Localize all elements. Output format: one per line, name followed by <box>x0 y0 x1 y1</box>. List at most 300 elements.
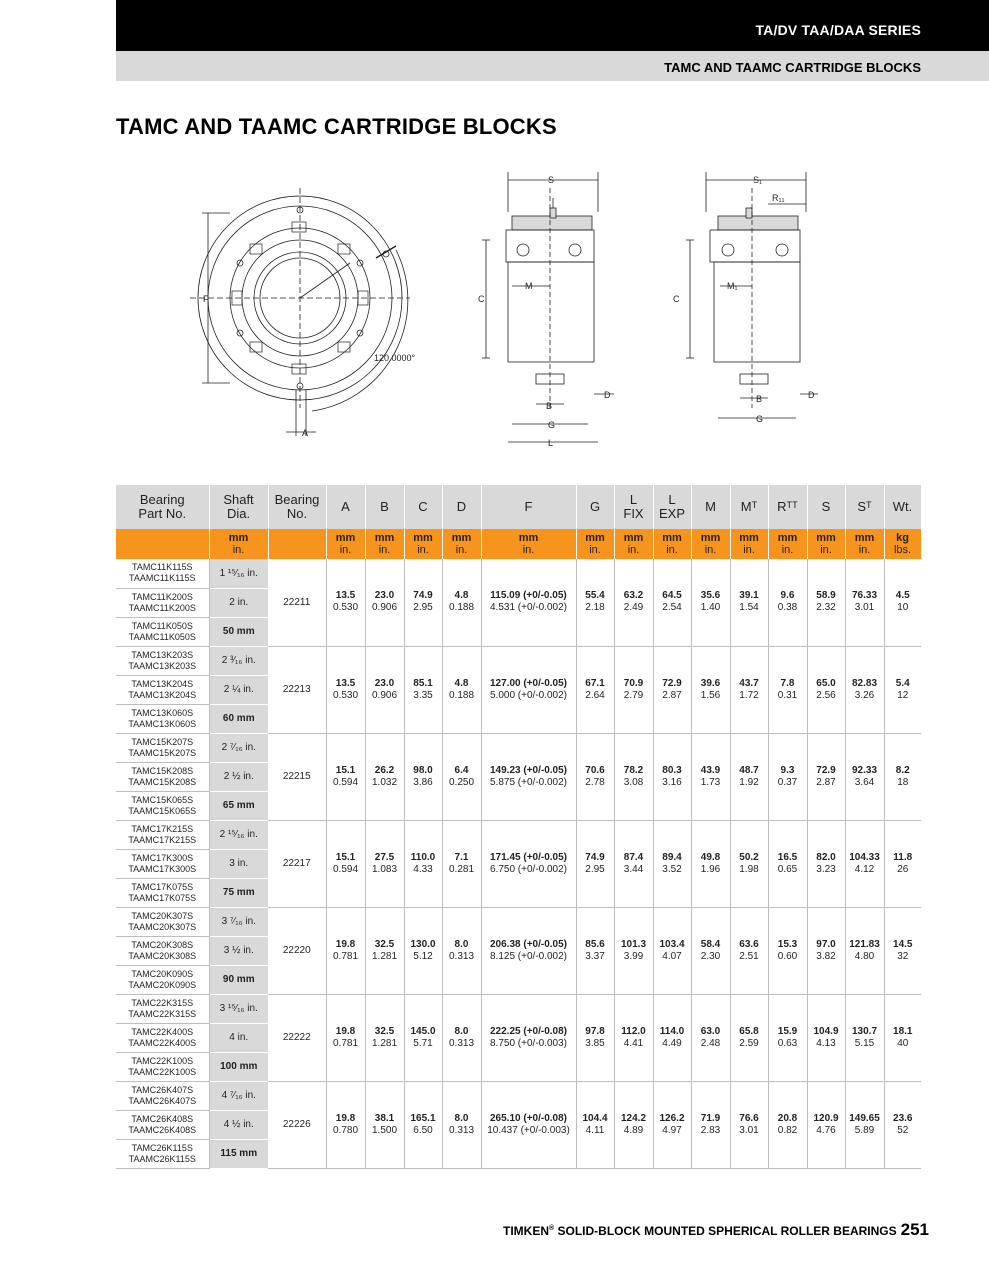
value-mm: 65.8 <box>739 1025 759 1037</box>
part-number-tamc: TAMC17K075S <box>131 881 194 892</box>
value-in: 6.750 (+0/-0.002) <box>490 863 567 875</box>
value-in: 3.86 <box>413 776 433 788</box>
dim-cell-l-fix <box>614 994 653 1081</box>
value-mm: 74.9 <box>585 851 605 863</box>
value-in: 3.52 <box>662 863 682 875</box>
part-number-taamc: TAAMC20K307S <box>128 921 197 932</box>
value-in: 4.33 <box>413 863 433 875</box>
unit-cell-wt: kg lbs. <box>884 529 921 559</box>
unit-cell: mm in. <box>326 529 365 559</box>
value-in: 8.750 (+0/-0.003) <box>490 1037 567 1049</box>
value-mm: 65.0 <box>816 677 836 689</box>
value-in: 0.313 <box>448 1037 475 1049</box>
dim-cell-c <box>404 1081 442 1168</box>
value-in: 2.78 <box>585 776 605 788</box>
value-in: 3.01 <box>739 1124 759 1136</box>
value-in: 0.906 <box>371 602 398 614</box>
dim-cell-g <box>576 559 614 646</box>
part-number-taamc: TAAMC20K090S <box>128 979 197 990</box>
value-in: 3.35 <box>413 689 433 701</box>
value-in: 4.76 <box>816 1124 836 1136</box>
value-mm: 120.9 <box>813 1112 839 1124</box>
value-mm: 121.83 <box>849 938 880 950</box>
value-in: 4.97 <box>662 1124 682 1136</box>
value-in: 0.188 <box>448 602 475 614</box>
value-in: 3.01 <box>854 602 875 614</box>
value-in: 5.71 <box>413 1037 433 1049</box>
col-header-C: C <box>404 485 442 529</box>
value-mm: 20.8 <box>777 1112 798 1124</box>
value-mm: 19.8 <box>335 1112 356 1124</box>
value-mm: 15.1 <box>335 764 356 776</box>
value-mm: 127.00 (+0/-0.05) <box>490 677 567 689</box>
part-number-taamc: TAAMC11K115S <box>128 573 196 584</box>
col-header-D: D <box>442 485 481 529</box>
dim-cell-c <box>404 733 442 820</box>
value-mm: 19.8 <box>335 938 356 950</box>
part-number-taamc: TAAMC15K208S <box>128 776 197 787</box>
dim-cell-g <box>576 1081 614 1168</box>
dim-cell-st <box>845 559 884 646</box>
value-mm: 8.2 <box>895 764 910 776</box>
value-in: 2.30 <box>700 950 721 962</box>
value-mm: 14.5 <box>893 938 913 950</box>
dim-cell-l-fix <box>614 820 653 907</box>
value-mm: 76.6 <box>739 1112 759 1124</box>
section-header-bar <box>116 51 989 81</box>
value-mm: 23.0 <box>374 590 395 602</box>
value-mm: 98.0 <box>413 764 433 776</box>
value-in: 0.38 <box>777 602 798 614</box>
value-mm: 115.09 (+0/-0.05) <box>490 590 567 602</box>
dim-cell-st <box>845 994 884 1081</box>
value-mm: 18.1 <box>893 1025 913 1037</box>
value-mm: 5.4 <box>895 677 910 689</box>
value-in: 1.73 <box>700 776 721 788</box>
value-in: 0.281 <box>448 863 475 875</box>
value-in: 1.92 <box>739 776 759 788</box>
shaft-dia-cell: 115 mm <box>209 1139 268 1168</box>
bearing-number-cell: 22220 <box>268 907 326 994</box>
dim-cell-s <box>807 907 845 994</box>
part-number-tamc: TAMC26K408S <box>131 1113 194 1124</box>
value-in: 1.40 <box>700 602 721 614</box>
value-in: 0.530 <box>332 602 359 614</box>
bearing-number-cell: 22211 <box>268 559 326 646</box>
dim-cell-wt <box>884 820 921 907</box>
value-in: 4.89 <box>623 1124 644 1136</box>
footer-text: SOLID-BLOCK MOUNTED SPHERICAL ROLLER BEARINGS <box>554 1224 897 1238</box>
page-footer <box>503 1220 929 1240</box>
value-mm: 165.1 <box>410 1112 436 1124</box>
dim-cell-s <box>807 646 845 733</box>
value-mm: 130.0 <box>410 938 436 950</box>
value-mm: 222.25 (+0/-0.08) <box>490 1025 567 1037</box>
part-number-cell <box>116 1110 209 1139</box>
unit-cell-blank <box>116 529 209 559</box>
part-number-tamc: TAMC11K115S <box>131 562 193 573</box>
value-in: 3.23 <box>816 863 836 875</box>
value-mm: 15.9 <box>777 1025 798 1037</box>
dim-cell-d <box>442 646 481 733</box>
shaft-dia-cell: 60 mm <box>209 704 268 733</box>
value-mm: 16.5 <box>777 851 798 863</box>
dim-cell-m <box>691 994 730 1081</box>
unit-cell: mm in. <box>442 529 481 559</box>
value-in: 3.37 <box>585 950 605 962</box>
unit-cell: mm in. <box>730 529 768 559</box>
value-in: 1.032 <box>371 776 398 788</box>
value-mm: 103.4 <box>659 938 685 950</box>
front-view <box>190 188 416 438</box>
value-in: 0.594 <box>332 776 359 788</box>
value-in: 3.64 <box>854 776 875 788</box>
value-mm: 13.5 <box>335 677 356 689</box>
part-number-cell <box>116 994 209 1023</box>
value-in: 5.15 <box>854 1037 875 1049</box>
dim-cell-f <box>481 559 576 646</box>
dim-cell-a <box>326 994 365 1081</box>
shaft-dia-cell: 2 ¼ in. <box>209 675 268 704</box>
dim-cell-c <box>404 559 442 646</box>
value-in: 2.59 <box>739 1037 759 1049</box>
dim-cell-wt <box>884 559 921 646</box>
dim-label-D: D <box>604 390 611 400</box>
part-number-taamc: TAAMC13K060S <box>128 718 197 729</box>
unit-cell: mm in. <box>691 529 730 559</box>
dim-label-L: L <box>548 438 554 448</box>
value-mm: 49.8 <box>700 851 721 863</box>
value-in: 4.12 <box>854 863 875 875</box>
dim-label-M1: M₁ <box>727 281 738 291</box>
dim-cell-f <box>481 907 576 994</box>
dim-cell-l-exp <box>653 994 691 1081</box>
dim-cell-g <box>576 733 614 820</box>
dim-cell-l-fix <box>614 907 653 994</box>
dim-cell-m <box>691 1081 730 1168</box>
part-number-tamc: TAMC13K203S <box>131 649 194 660</box>
dim-label-S: S <box>548 175 555 185</box>
shaft-dia-cell: 4 ⁷⁄₁₆ in. <box>209 1081 268 1110</box>
dim-cell-s <box>807 733 845 820</box>
dim-cell-l-fix <box>614 559 653 646</box>
dim-cell-b <box>365 733 404 820</box>
bearing-number-cell: 22215 <box>268 733 326 820</box>
part-number-cell <box>116 588 209 617</box>
value-mm: 27.5 <box>374 851 395 863</box>
value-mm: 63.2 <box>623 590 644 602</box>
part-number-taamc: TAAMC13K203S <box>128 660 197 671</box>
angle-label: 120.0000° <box>374 353 416 363</box>
part-number-cell <box>116 849 209 878</box>
dim-cell-l-fix <box>614 646 653 733</box>
dim-cell-mt <box>730 559 768 646</box>
dim-cell-mt <box>730 820 768 907</box>
value-in: 0.31 <box>777 689 798 701</box>
table-row <box>116 559 921 588</box>
col-header-L-exp: L EXP <box>653 485 691 529</box>
value-in: 0.82 <box>777 1124 798 1136</box>
value-mm: 97.8 <box>585 1025 605 1037</box>
value-mm: 70.9 <box>623 677 644 689</box>
col-header-F: F <box>481 485 576 529</box>
unit-cell: mm in. <box>845 529 884 559</box>
unit-cell: mm in. <box>768 529 807 559</box>
value-mm: 7.1 <box>454 851 469 863</box>
side-view-tamc <box>478 172 614 448</box>
value-mm: 58.4 <box>700 938 721 950</box>
part-number-tamc: TAMC15K208S <box>131 765 194 776</box>
value-mm: 9.6 <box>780 590 795 602</box>
part-number-taamc: TAAMC17K300S <box>128 863 197 874</box>
bearing-number-cell: 22222 <box>268 994 326 1081</box>
part-number-cell <box>116 907 209 936</box>
value-in: 3.99 <box>623 950 644 962</box>
unit-cell: mm in. <box>653 529 691 559</box>
dim-cell-g <box>576 646 614 733</box>
dim-cell-rtt <box>768 646 807 733</box>
value-mm: 206.38 (+0/-0.05) <box>490 938 567 950</box>
value-mm: 39.6 <box>700 677 721 689</box>
value-in: 0.313 <box>448 950 475 962</box>
value-in: 3.44 <box>623 863 644 875</box>
part-number-tamc: TAMC22K100S <box>131 1055 194 1066</box>
dim-cell-b <box>365 907 404 994</box>
shaft-dia-cell: 2 ¹⁵⁄₁₆ in. <box>209 820 268 849</box>
col-header-G: G <box>576 485 614 529</box>
unit-cell-blank <box>268 529 326 559</box>
value-in: 2.48 <box>700 1037 721 1049</box>
part-number-taamc: TAAMC26K407S <box>128 1095 197 1106</box>
dim-cell-a <box>326 1081 365 1168</box>
shaft-dia-cell: 100 mm <box>209 1052 268 1081</box>
dim-cell-m <box>691 820 730 907</box>
shaft-dia-cell: 50 mm <box>209 617 268 646</box>
value-in: 0.65 <box>777 863 798 875</box>
value-mm: 89.4 <box>662 851 682 863</box>
col-header-B: B <box>365 485 404 529</box>
dim-cell-g <box>576 820 614 907</box>
shaft-dia-cell: 2 ⁷⁄₁₆ in. <box>209 733 268 762</box>
value-in: 0.906 <box>371 689 398 701</box>
part-number-cell <box>116 965 209 994</box>
dim-cell-mt <box>730 646 768 733</box>
dim-label-G-2: G <box>756 414 764 424</box>
shaft-dia-cell: 3 ⁷⁄₁₆ in. <box>209 907 268 936</box>
shaft-dia-cell: 4 in. <box>209 1023 268 1052</box>
value-in: 3.85 <box>585 1037 605 1049</box>
value-mm: 104.9 <box>813 1025 839 1037</box>
value-in: 0.781 <box>332 950 359 962</box>
value-in: 3.08 <box>623 776 644 788</box>
dim-label-C: C <box>478 294 485 304</box>
dim-cell-st <box>845 646 884 733</box>
value-mm: 9.3 <box>780 764 795 776</box>
series-title: TA/DV TAA/DAA SERIES <box>755 22 921 38</box>
part-number-cell <box>116 559 209 588</box>
value-in: 1.281 <box>371 1037 398 1049</box>
part-number-tamc: TAMC17K215S <box>131 823 194 834</box>
value-mm: 104.33 <box>849 851 880 863</box>
dim-cell-rtt <box>768 559 807 646</box>
value-mm: 149.65 <box>849 1112 880 1124</box>
dim-cell-f <box>481 733 576 820</box>
part-number-taamc: TAAMC15K065S <box>128 805 197 816</box>
dim-cell-wt <box>884 907 921 994</box>
value-mm: 64.5 <box>662 590 682 602</box>
value-mm: 70.6 <box>585 764 605 776</box>
dim-cell-c <box>404 907 442 994</box>
value-mm: 35.6 <box>700 590 721 602</box>
dim-cell-g <box>576 907 614 994</box>
dim-cell-d <box>442 994 481 1081</box>
dim-cell-l-exp <box>653 733 691 820</box>
col-header-bearing: Bearing No. <box>268 485 326 529</box>
value-in: 4.07 <box>662 950 682 962</box>
value-mm: 4.8 <box>454 677 469 689</box>
dim-label-R: R₁₁ <box>772 193 785 203</box>
dim-cell-mt <box>730 733 768 820</box>
dim-cell-wt <box>884 733 921 820</box>
value-in: 4.13 <box>816 1037 836 1049</box>
value-mm: 58.9 <box>816 590 836 602</box>
part-number-tamc: TAMC20K090S <box>131 968 194 979</box>
col-header-MT: Mᵀ <box>730 485 768 529</box>
dim-cell-b <box>365 646 404 733</box>
part-number-tamc: TAMC26K407S <box>131 1084 194 1095</box>
value-mm: 114.0 <box>659 1025 685 1037</box>
part-number-tamc: TAMC13K060S <box>131 707 194 718</box>
part-number-taamc: TAAMC11K200S <box>128 602 196 613</box>
shaft-dia-cell: 2 in. <box>209 588 268 617</box>
registered-mark: ® <box>549 1225 555 1232</box>
part-number-tamc: TAMC13K204S <box>131 678 194 689</box>
value-in: 1.54 <box>739 602 759 614</box>
page-number: 251 <box>900 1220 929 1239</box>
table-row <box>116 907 921 936</box>
value-in: 0.63 <box>777 1037 798 1049</box>
dim-cell-c <box>404 820 442 907</box>
part-number-tamc: TAMC11K050S <box>131 620 193 631</box>
part-number-cell <box>116 762 209 791</box>
dim-cell-b <box>365 559 404 646</box>
dim-cell-l-fix <box>614 1081 653 1168</box>
dim-cell-s <box>807 559 845 646</box>
dim-cell-wt <box>884 994 921 1081</box>
value-in: 1.98 <box>739 863 759 875</box>
value-in: 4.41 <box>623 1037 644 1049</box>
value-in: 18 <box>897 776 909 788</box>
part-number-tamc: TAMC26K115S <box>131 1142 193 1153</box>
value-mm: 6.4 <box>454 764 469 776</box>
value-in: 5.12 <box>413 950 433 962</box>
unit-cell: mm in. <box>404 529 442 559</box>
value-in: 2.87 <box>662 689 682 701</box>
shaft-dia-cell: 4 ½ in. <box>209 1110 268 1139</box>
side-view-taamc <box>673 172 818 424</box>
dim-cell-f <box>481 820 576 907</box>
part-number-taamc: TAAMC22K400S <box>128 1037 197 1048</box>
value-mm: 92.33 <box>851 764 878 776</box>
value-in: 5.000 (+0/-0.002) <box>490 689 567 701</box>
value-mm: 19.8 <box>335 1025 356 1037</box>
col-header-ST: Sᵀ <box>845 485 884 529</box>
value-in: 6.50 <box>413 1124 433 1136</box>
value-mm: 48.7 <box>739 764 759 776</box>
dim-cell-rtt <box>768 733 807 820</box>
value-mm: 43.9 <box>700 764 721 776</box>
value-in: 4.49 <box>662 1037 682 1049</box>
unit-cell-shaft: mm in. <box>209 529 268 559</box>
value-mm: 26.2 <box>374 764 395 776</box>
part-number-tamc: TAMC17K300S <box>131 852 194 863</box>
dim-label-D-2: D <box>808 390 815 400</box>
spec-table <box>116 485 922 1169</box>
table-row <box>116 994 921 1023</box>
value-in: 10.437 (+0/-0.003) <box>487 1124 570 1136</box>
shaft-dia-cell: 65 mm <box>209 791 268 820</box>
dim-cell-d <box>442 559 481 646</box>
value-in: 5.89 <box>854 1124 875 1136</box>
value-mm: 38.1 <box>374 1112 395 1124</box>
value-mm: 50.2 <box>739 851 759 863</box>
part-number-tamc: TAMC20K307S <box>131 910 194 921</box>
table-row <box>116 646 921 675</box>
value-mm: 23.0 <box>374 677 395 689</box>
value-in: 5.875 (+0/-0.002) <box>490 776 567 788</box>
shaft-dia-cell: 75 mm <box>209 878 268 907</box>
dim-cell-st <box>845 907 884 994</box>
value-mm: 265.10 (+0/-0.08) <box>490 1112 567 1124</box>
part-number-tamc: TAMC11K200S <box>131 591 193 602</box>
value-mm: 101.3 <box>620 938 647 950</box>
value-mm: 80.3 <box>662 764 682 776</box>
value-mm: 55.4 <box>585 590 605 602</box>
value-mm: 76.33 <box>851 590 878 602</box>
value-mm: 71.9 <box>700 1112 721 1124</box>
dim-cell-st <box>845 733 884 820</box>
dim-cell-rtt <box>768 907 807 994</box>
dim-label-S1: S₁ <box>753 175 763 185</box>
part-number-cell <box>116 1023 209 1052</box>
value-in: 1.281 <box>371 950 398 962</box>
dim-cell-wt <box>884 646 921 733</box>
part-number-tamc: TAMC20K308S <box>131 939 194 950</box>
value-mm: 13.5 <box>335 590 356 602</box>
value-in: 2.51 <box>739 950 759 962</box>
dim-cell-d <box>442 907 481 994</box>
col-header-L-fix: L FIX <box>614 485 653 529</box>
value-mm: 7.8 <box>780 677 795 689</box>
value-in: 2.56 <box>816 689 836 701</box>
shaft-dia-cell: 2 ³⁄₁₆ in. <box>209 646 268 675</box>
dim-cell-wt <box>884 1081 921 1168</box>
value-in: 2.83 <box>700 1124 721 1136</box>
value-mm: 72.9 <box>816 764 836 776</box>
value-in: 3.16 <box>662 776 682 788</box>
value-in: 8.125 (+0/-0.002) <box>490 950 567 962</box>
unit-cell: mm in. <box>481 529 576 559</box>
value-in: 2.95 <box>413 602 433 614</box>
dim-cell-m <box>691 733 730 820</box>
value-mm: 124.2 <box>620 1112 647 1124</box>
value-in: 2.18 <box>585 602 605 614</box>
value-in: 0.313 <box>448 1124 475 1136</box>
bearing-number-cell: 22217 <box>268 820 326 907</box>
dim-cell-rtt <box>768 1081 807 1168</box>
part-number-cell <box>116 1081 209 1110</box>
part-number-tamc: TAMC15K065S <box>131 794 194 805</box>
